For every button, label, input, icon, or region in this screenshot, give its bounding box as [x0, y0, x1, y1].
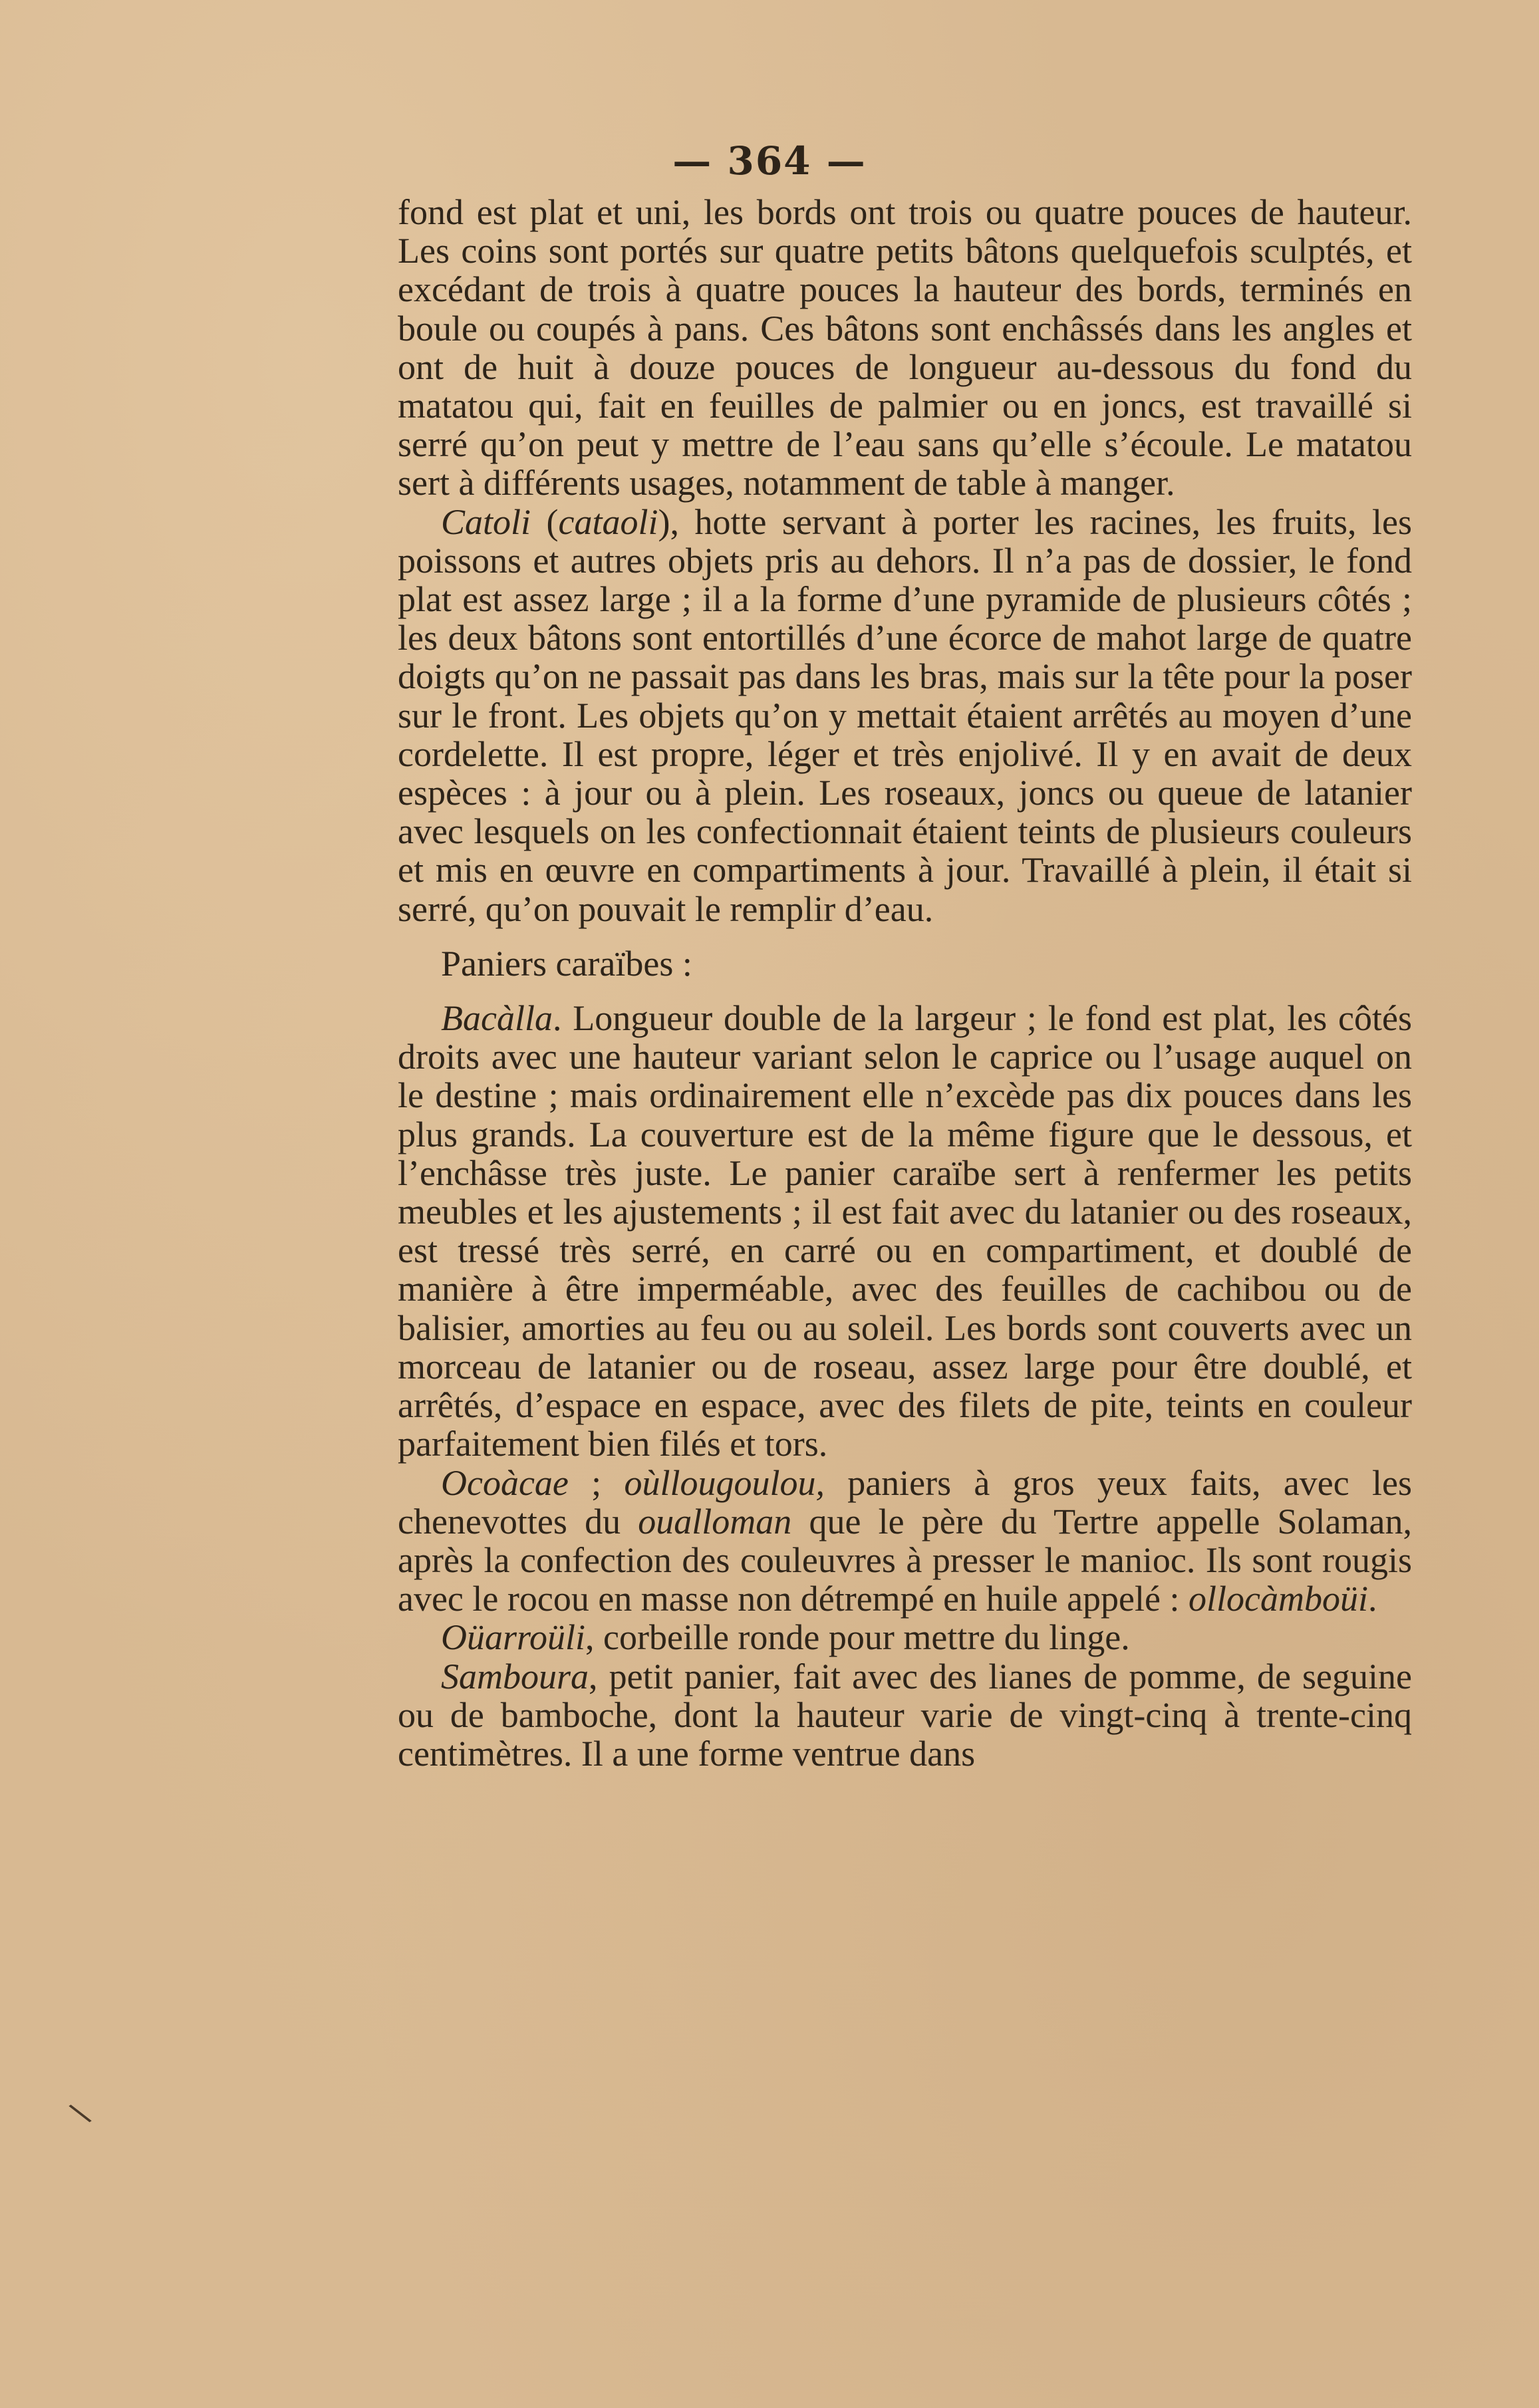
paragraph-p3	[398, 999, 1412, 1463]
text-run: , corbeille ronde pour mettre du linge.	[585, 1617, 1130, 1658]
paragraph-p4	[398, 1464, 1412, 1619]
italic-term: ollocàmboüi	[1189, 1579, 1368, 1619]
page-number: — 364 —	[672, 138, 867, 184]
margin-mark: \	[65, 2095, 94, 2131]
italic-term: Samboura	[441, 1656, 589, 1696]
paragraph-p1	[398, 503, 1412, 928]
italic-term: Ocoàcae	[441, 1462, 569, 1503]
text-run: que le père du Tertre appelle Solaman, après la confection des couleuvres à presser le manioc. Ils sont rougis avec le rocou en masse non détrempé en huile appelé :	[398, 1501, 1412, 1619]
italic-term: Oüarroüli	[441, 1617, 586, 1658]
text-run: ), hotte servant à porter les racines, les fruits, les poissons et autres objets pris au dehors. Il n’a pas de dossier, le fond plat est assez large ; il a la forme d’une pyramide de plusieurs côtés ; les deux bâtons sont entortillés d’une écorce de mahot large de quatre doigts qu’on ne passait pas dans les bras, mais sur la tête pour la poser sur le front. Les objets qu’on y mettait étaient arrêtés au moyen d’une cordelette. Il est propre, léger et très enjolivé. Il y en avait de deux espèces : à jour ou à plein. Les roseaux, joncs ou queue de latanier avec lesquels on les confectionnait étaient teints de plusieurs couleurs et mis en œuvre en compartiments à jour. Travaillé à plein, il était si serré, qu’on pouvait le remplir d’eau.	[398, 501, 1412, 929]
body-text	[398, 193, 1412, 1773]
text-run: ;	[568, 1462, 625, 1503]
text-run: fond est plat et uni, les bords ont trois ou quatre pouces de hauteur. Les coins sont portés sur quatre petits bâtons quelquefois sculptés, et excédant de trois à quatre pouces la hauteur des bords, terminés en boule ou coupés à pans. Ces bâtons sont enchâssés dans les angles et ont de huit à douze pouces de longueur au-dessous du fond du matatou qui, fait en feuilles de palmier ou en joncs, est travaillé si serré qu’on peut y mettre de l’eau sans qu’elle s’écoule. Le matatou sert à différents usages, notamment de table à manger.	[398, 192, 1412, 503]
italic-term: oùllougoulou,	[624, 1462, 825, 1503]
italic-term: Catoli	[441, 501, 531, 542]
paragraph-p2	[398, 944, 1412, 983]
paragraph-p0	[398, 193, 1412, 503]
paragraph-p5	[398, 1618, 1412, 1657]
text-run: paniers à gros yeux faits, avec les chenevottes du	[398, 1462, 1412, 1541]
italic-term: oualloman	[638, 1501, 792, 1541]
text-run: . Longueur double de la largeur ; le fond est plat, les côtés droits avec une hauteur variant selon le caprice ou l’usage auquel on le destine ; mais ordinairement elle n’excède pas dix pouces dans les plus grands. La couverture est de la même figure que le dessous, et l’enchâsse très juste. Le panier caraïbe sert à renfermer les petits meubles et les ajustements ; il est fait avec du latanier ou des roseaux, est tressé très serré, en carré ou en compartiment, et doublé de manière à être imperméable, avec des feuilles de cachibou ou de balisier, amorties au feu ou au soleil. Les bords sont couverts avec un morceau de latanier ou de roseau, assez large pour être doublé, et arrêtés, d’espace en espace, avec des filets de pite, teints en couleur parfaitement bien filés et tors.	[398, 998, 1412, 1464]
paragraph-p6	[398, 1657, 1412, 1774]
text-run: (	[531, 501, 559, 542]
italic-term: Bacàlla	[441, 998, 553, 1039]
text-run: .	[1368, 1579, 1377, 1619]
italic-term: cataoli	[558, 501, 658, 542]
text-run: Paniers caraïbes :	[441, 943, 692, 984]
text-run: , petit panier, fait avec des lianes de pomme, de seguine ou de bamboche, dont la hauteur varie de vingt-cinq à trente-cinq centimètres. Il a une forme ventrue dans	[398, 1656, 1412, 1774]
